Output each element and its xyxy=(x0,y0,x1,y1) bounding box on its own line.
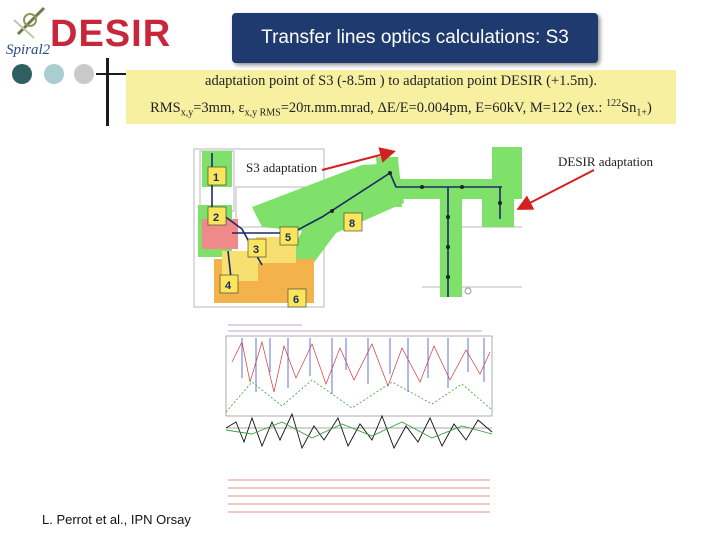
spiral2-label: Spiral2 xyxy=(6,42,51,58)
parameters-line-2: $RMS_{x,y}=3mm$, $\varepsilon_{x,y RMS}=20\pi.mm.mrad$, ΔE/E=0.004pm, E=60kV, M=122 (ex.: $^{122}Sn_{1+}$) xyxy=(150,98,652,119)
desir-wordmark: DESIR xyxy=(50,13,172,55)
slide-title-text: Transfer lines optics calculations: S3 xyxy=(261,27,569,48)
s3-arrow xyxy=(322,152,392,170)
map-label-8: 8 xyxy=(349,218,356,230)
optics-envelope-plot xyxy=(222,322,496,520)
desir-arrow xyxy=(520,170,594,208)
parameters-line-1: adaptation point of S3 (-8.5m ) to adaptation point DESIR (+1.5m). xyxy=(205,73,597,89)
map-label-6: 6 xyxy=(293,294,300,306)
map-label-1: 1 xyxy=(213,172,220,184)
author-credit: L. Perrot et al., IPN Orsay xyxy=(42,512,191,527)
s3-adaptation-label: S3 adaptation xyxy=(246,160,318,175)
map-label-3: 3 xyxy=(253,244,260,256)
desir-adaptation-label: DESIR adaptation xyxy=(558,154,653,169)
map-label-2: 2 xyxy=(213,212,220,224)
map-label-5: 5 xyxy=(285,232,292,244)
map-label-4: 4 xyxy=(225,280,232,292)
